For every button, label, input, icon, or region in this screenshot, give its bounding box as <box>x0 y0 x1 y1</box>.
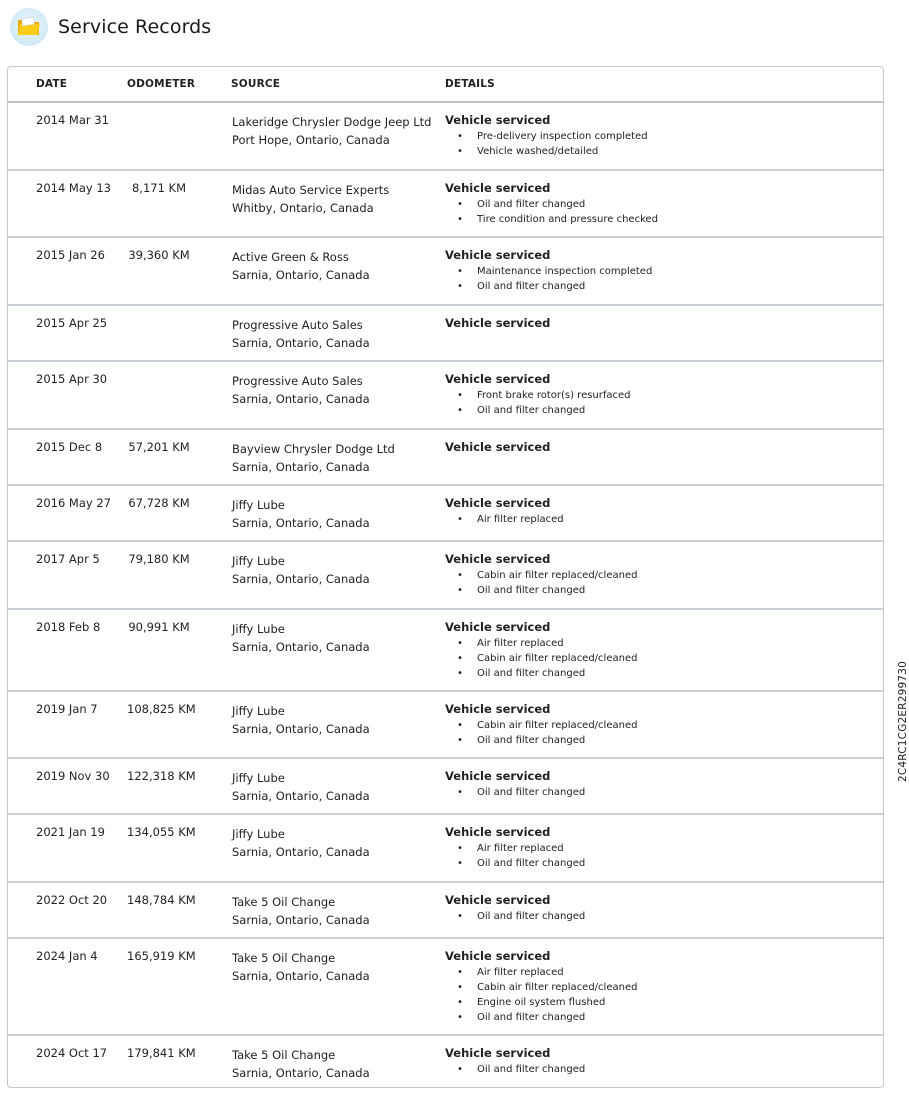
source-name: Jiffy Lube <box>232 498 285 512</box>
details-item: • Oil and filter changed <box>445 909 585 924</box>
source-location: Sarnia, Ontario, Canada <box>232 640 370 654</box>
column-header-details: DETAILS <box>445 78 495 90</box>
page-header <box>10 7 211 47</box>
source-name: Progressive Auto Sales <box>232 318 363 332</box>
source-location: Sarnia, Ontario, Canada <box>232 460 370 474</box>
record-odometer: 134,055 KM <box>127 825 196 839</box>
table-row <box>8 430 883 486</box>
table-row <box>8 171 883 238</box>
record-date: 2015 Jan 26 <box>36 248 105 262</box>
details-item: • Air filter replaced <box>445 965 637 980</box>
record-source <box>232 1046 370 1082</box>
details-list <box>445 785 585 800</box>
record-details <box>445 702 637 748</box>
table-row <box>8 238 883 306</box>
details-item: • Cabin air filter replaced/cleaned <box>445 651 637 666</box>
details-item: • Air filter replaced <box>445 636 637 651</box>
record-details <box>445 949 637 1025</box>
record-source <box>232 552 370 588</box>
record-details <box>445 113 648 159</box>
vin-label: 2C4RC1CG2ER299730 <box>897 660 909 782</box>
source-name: Active Green & Ross <box>232 250 349 264</box>
details-heading: Vehicle serviced <box>445 113 551 127</box>
table-row <box>8 306 883 362</box>
record-details <box>445 440 550 455</box>
page-title: Service Records <box>58 16 212 38</box>
source-name: Jiffy Lube <box>232 704 285 718</box>
record-odometer: 179,841 KM <box>127 1046 196 1060</box>
record-source <box>232 769 370 805</box>
details-item: • Oil and filter changed <box>445 856 585 871</box>
details-item: • Oil and filter changed <box>445 733 637 748</box>
source-name: Take 5 Oil Change <box>232 895 336 909</box>
record-odometer: 67,728 KM <box>128 496 190 510</box>
source-location: Sarnia, Ontario, Canada <box>232 789 370 803</box>
details-item: • Engine oil system flushed <box>445 995 637 1010</box>
record-date: 2014 Mar 31 <box>36 113 109 127</box>
details-list <box>445 388 631 418</box>
details-item: • Oil and filter changed <box>445 583 637 598</box>
details-item: • Cabin air filter replaced/cleaned <box>445 568 637 583</box>
details-list <box>445 129 648 159</box>
details-item: • Cabin air filter replaced/cleaned <box>445 718 637 733</box>
record-date: 2019 Nov 30 <box>36 769 110 783</box>
source-location: Sarnia, Ontario, Canada <box>232 336 370 350</box>
details-item: • Oil and filter changed <box>445 403 631 418</box>
details-list <box>445 1062 585 1077</box>
details-item: • Air filter replaced <box>445 841 585 856</box>
table-body <box>8 103 883 1088</box>
table-header <box>8 67 883 103</box>
details-list <box>445 841 585 871</box>
table-row <box>8 542 883 610</box>
table-row <box>8 692 883 759</box>
record-details <box>445 181 658 227</box>
source-location: Sarnia, Ontario, Canada <box>232 1066 370 1080</box>
source-location: Sarnia, Ontario, Canada <box>232 845 370 859</box>
details-item: • Vehicle washed/detailed <box>445 144 648 159</box>
source-location: Sarnia, Ontario, Canada <box>232 722 370 736</box>
details-list <box>445 909 585 924</box>
record-date: 2024 Jan 4 <box>36 949 98 963</box>
record-source <box>232 825 370 861</box>
source-name: Jiffy Lube <box>232 827 285 841</box>
record-source <box>232 440 395 476</box>
details-item: • Pre-delivery inspection completed <box>445 129 648 144</box>
details-list <box>445 718 637 748</box>
source-location: Port Hope, Ontario, Canada <box>232 133 390 147</box>
record-odometer: 39,360 KM <box>128 248 190 262</box>
record-date: 2014 May 13 <box>36 181 111 195</box>
source-location: Sarnia, Ontario, Canada <box>232 392 370 406</box>
source-name: Take 5 Oil Change <box>232 951 336 965</box>
record-date: 2019 Jan 7 <box>36 702 98 716</box>
details-item: • Tire condition and pressure checked <box>445 212 658 227</box>
details-item: • Oil and filter changed <box>445 666 637 681</box>
details-item: • Air filter replaced <box>445 512 564 527</box>
record-odometer: 8,171 KM <box>131 181 187 195</box>
record-date: 2021 Jan 19 <box>36 825 105 839</box>
source-location: Sarnia, Ontario, Canada <box>232 268 370 282</box>
details-list <box>445 264 652 294</box>
record-odometer: 148,784 KM <box>127 893 196 907</box>
record-source <box>232 372 370 408</box>
record-odometer: 79,180 KM <box>128 552 190 566</box>
source-name: Jiffy Lube <box>232 771 285 785</box>
record-date: 2024 Oct 17 <box>36 1046 108 1060</box>
source-location: Whitby, Ontario, Canada <box>232 201 374 215</box>
record-details <box>445 552 637 598</box>
table-row <box>8 610 883 692</box>
details-list <box>445 512 564 527</box>
record-source <box>232 620 370 656</box>
record-details <box>445 496 564 527</box>
table-row <box>8 939 883 1036</box>
details-heading: Vehicle serviced <box>445 620 551 634</box>
record-date: 2015 Apr 25 <box>36 316 108 330</box>
record-odometer: 108,825 KM <box>127 702 196 716</box>
record-odometer: 90,991 KM <box>128 620 190 634</box>
record-source <box>232 181 389 217</box>
record-details <box>445 316 550 331</box>
table-row <box>8 815 883 883</box>
record-details <box>445 372 631 418</box>
record-odometer: 165,919 KM <box>127 949 196 963</box>
source-name: Jiffy Lube <box>232 554 285 568</box>
record-details <box>445 1046 585 1077</box>
details-item: • Oil and filter changed <box>445 785 585 800</box>
table-row <box>8 883 883 939</box>
source-location: Sarnia, Ontario, Canada <box>232 913 370 927</box>
record-date: 2016 May 27 <box>36 496 111 510</box>
record-details <box>445 769 585 800</box>
details-list <box>445 197 658 227</box>
details-heading: Vehicle serviced <box>445 372 551 386</box>
details-item: • Cabin air filter replaced/cleaned <box>445 980 637 995</box>
record-odometer: 57,201 KM <box>128 440 190 454</box>
record-date: 2015 Apr 30 <box>36 372 108 386</box>
details-list <box>445 636 637 681</box>
record-source <box>232 893 370 929</box>
record-details <box>445 248 652 294</box>
record-odometer: 122,318 KM <box>127 769 196 783</box>
details-heading: Vehicle serviced <box>445 769 551 783</box>
table-row <box>8 759 883 815</box>
record-details <box>445 620 637 681</box>
details-heading: Vehicle serviced <box>445 825 551 839</box>
service-records-table <box>7 66 884 1088</box>
details-heading: Vehicle serviced <box>445 496 551 510</box>
record-source <box>232 496 370 532</box>
details-item: • Oil and filter changed <box>445 1062 585 1077</box>
source-name: Bayview Chrysler Dodge Ltd <box>232 442 395 456</box>
details-heading: Vehicle serviced <box>445 552 551 566</box>
folder-icon <box>10 8 48 46</box>
source-location: Sarnia, Ontario, Canada <box>232 572 370 586</box>
details-heading: Vehicle serviced <box>445 893 551 907</box>
record-date: 2017 Apr 5 <box>36 552 100 566</box>
details-heading: Vehicle serviced <box>445 1046 551 1060</box>
source-name: Take 5 Oil Change <box>232 1048 336 1062</box>
details-heading: Vehicle serviced <box>445 949 551 963</box>
details-heading: Vehicle serviced <box>445 702 551 716</box>
details-list <box>445 568 637 598</box>
record-date: 2018 Feb 8 <box>36 620 101 634</box>
record-source <box>232 702 370 738</box>
record-details <box>445 893 585 924</box>
record-source <box>232 248 370 284</box>
table-row <box>8 362 883 430</box>
details-item: • Oil and filter changed <box>445 1010 637 1025</box>
source-name: Progressive Auto Sales <box>232 374 363 388</box>
details-heading: Vehicle serviced <box>445 248 551 262</box>
table-row <box>8 103 883 171</box>
source-name: Jiffy Lube <box>232 622 285 636</box>
details-item: • Front brake rotor(s) resurfaced <box>445 388 631 403</box>
details-heading: Vehicle serviced <box>445 440 551 454</box>
record-source <box>232 316 370 352</box>
details-list <box>445 965 637 1025</box>
source-name: Lakeridge Chrysler Dodge Jeep Ltd <box>232 115 432 129</box>
record-date: 2015 Dec 8 <box>36 440 103 454</box>
table-row <box>8 486 883 542</box>
details-item: • Oil and filter changed <box>445 279 652 294</box>
column-header-source: SOURCE <box>231 78 281 90</box>
column-header-odometer: ODOMETER <box>127 78 196 90</box>
details-heading: Vehicle serviced <box>445 316 551 330</box>
record-source <box>232 949 370 985</box>
details-heading: Vehicle serviced <box>445 181 551 195</box>
record-source <box>232 113 431 149</box>
record-details <box>445 825 585 871</box>
details-item: • Oil and filter changed <box>445 197 658 212</box>
details-item: • Maintenance inspection completed <box>445 264 652 279</box>
record-date: 2022 Oct 20 <box>36 893 108 907</box>
table-row <box>8 1036 883 1088</box>
column-header-date: DATE <box>36 78 68 90</box>
source-name: Midas Auto Service Experts <box>232 183 390 197</box>
source-location: Sarnia, Ontario, Canada <box>232 969 370 983</box>
source-location: Sarnia, Ontario, Canada <box>232 516 370 530</box>
